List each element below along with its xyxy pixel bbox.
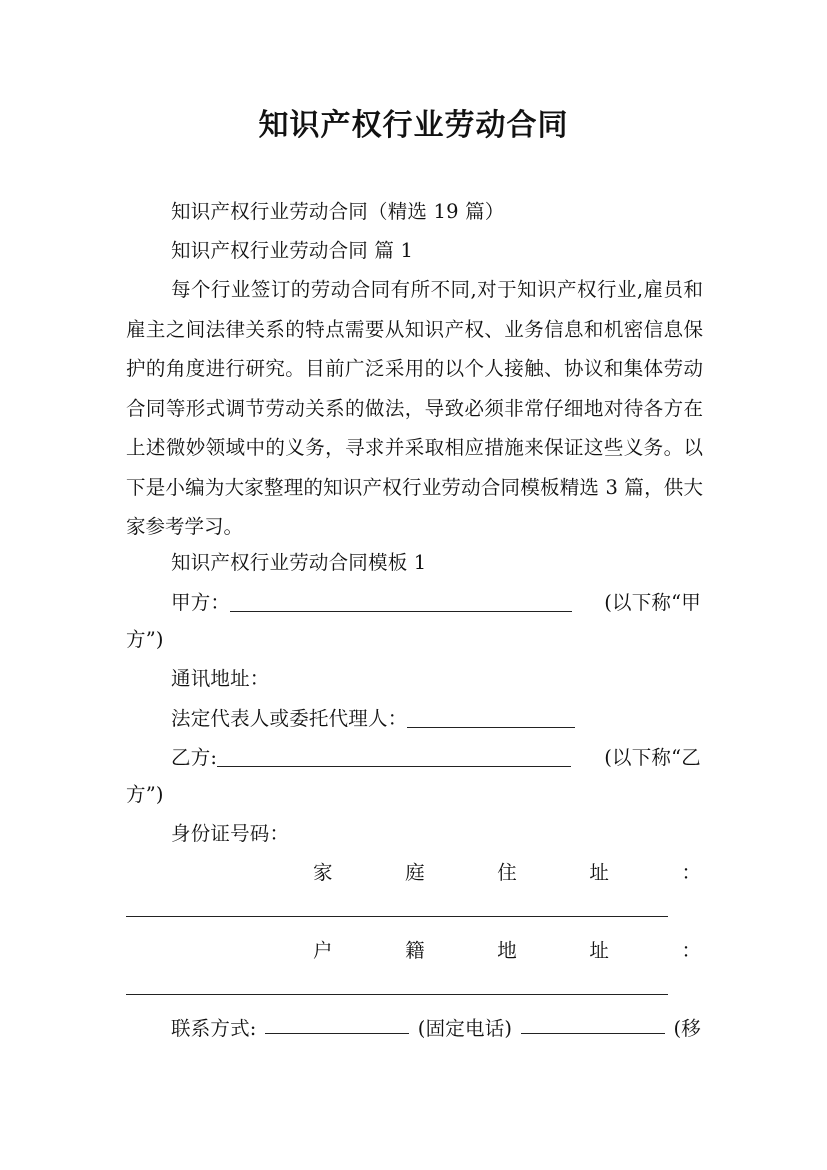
fixed-phone-blank[interactable] [265,1013,409,1034]
hukou-address-blank[interactable] [126,994,668,995]
document-subtitle: 知识产权行业劳动合同（精选 19 篇） [171,200,505,223]
home-address-label: 家 庭 住 址 ： [313,861,701,884]
legal-rep-row [171,703,701,734]
address-label: 通讯地址： [171,667,270,690]
section-heading: 知识产权行业劳动合同 篇 1 [171,239,414,262]
party-a-label: 甲方： [171,591,231,614]
document-title: 知识产权行业劳动合同 [258,108,569,143]
party-b-label: 乙方: [171,746,218,769]
template-heading: 知识产权行业劳动合同模板 1 [171,551,427,574]
legal-rep-blank[interactable] [407,707,575,728]
party-b-wrap: 方”) [126,783,164,806]
party-b-blank[interactable] [217,746,571,767]
mobile-phone-label: (移 [673,1017,701,1040]
legal-rep-label: 法定代表人或委托代理人： [171,707,408,730]
party-a-wrap: 方”) [126,628,164,651]
party-b-row [171,742,701,773]
party-b-suffix: (以下称“乙 [604,746,701,769]
fixed-phone-label: (固定电话) [417,1017,513,1040]
contact-row [171,1013,701,1044]
intro-paragraph: 每个行业签订的劳动合同有所不同,对于知识产权行业,雇员和雇主之间法律关系的特点需要从知识产权、业务信息和机密信息保护的角度进行研究。目前广泛采用的以个人接触、协议和集体劳动合同等形式调节劳动关系的做法，导致必须非常仔细地对待各方在上述微妙领域中的义务，寻求并采取相应措施来保证这些义务。以下是小编为大家整理的知识产权行业劳动合同模板精选 3 篇，供大家参考学习。 [126,278,703,538]
id-label: 身份证号码： [171,822,290,845]
party-a-blank[interactable] [230,591,572,612]
contact-label: 联系方式: [171,1017,257,1040]
home-address-blank[interactable] [126,916,668,917]
party-a-row [171,587,701,618]
mobile-phone-blank[interactable] [521,1013,665,1034]
hukou-address-label: 户 籍 地 址 ： [313,939,701,962]
party-a-suffix: (以下称“甲 [604,591,701,614]
